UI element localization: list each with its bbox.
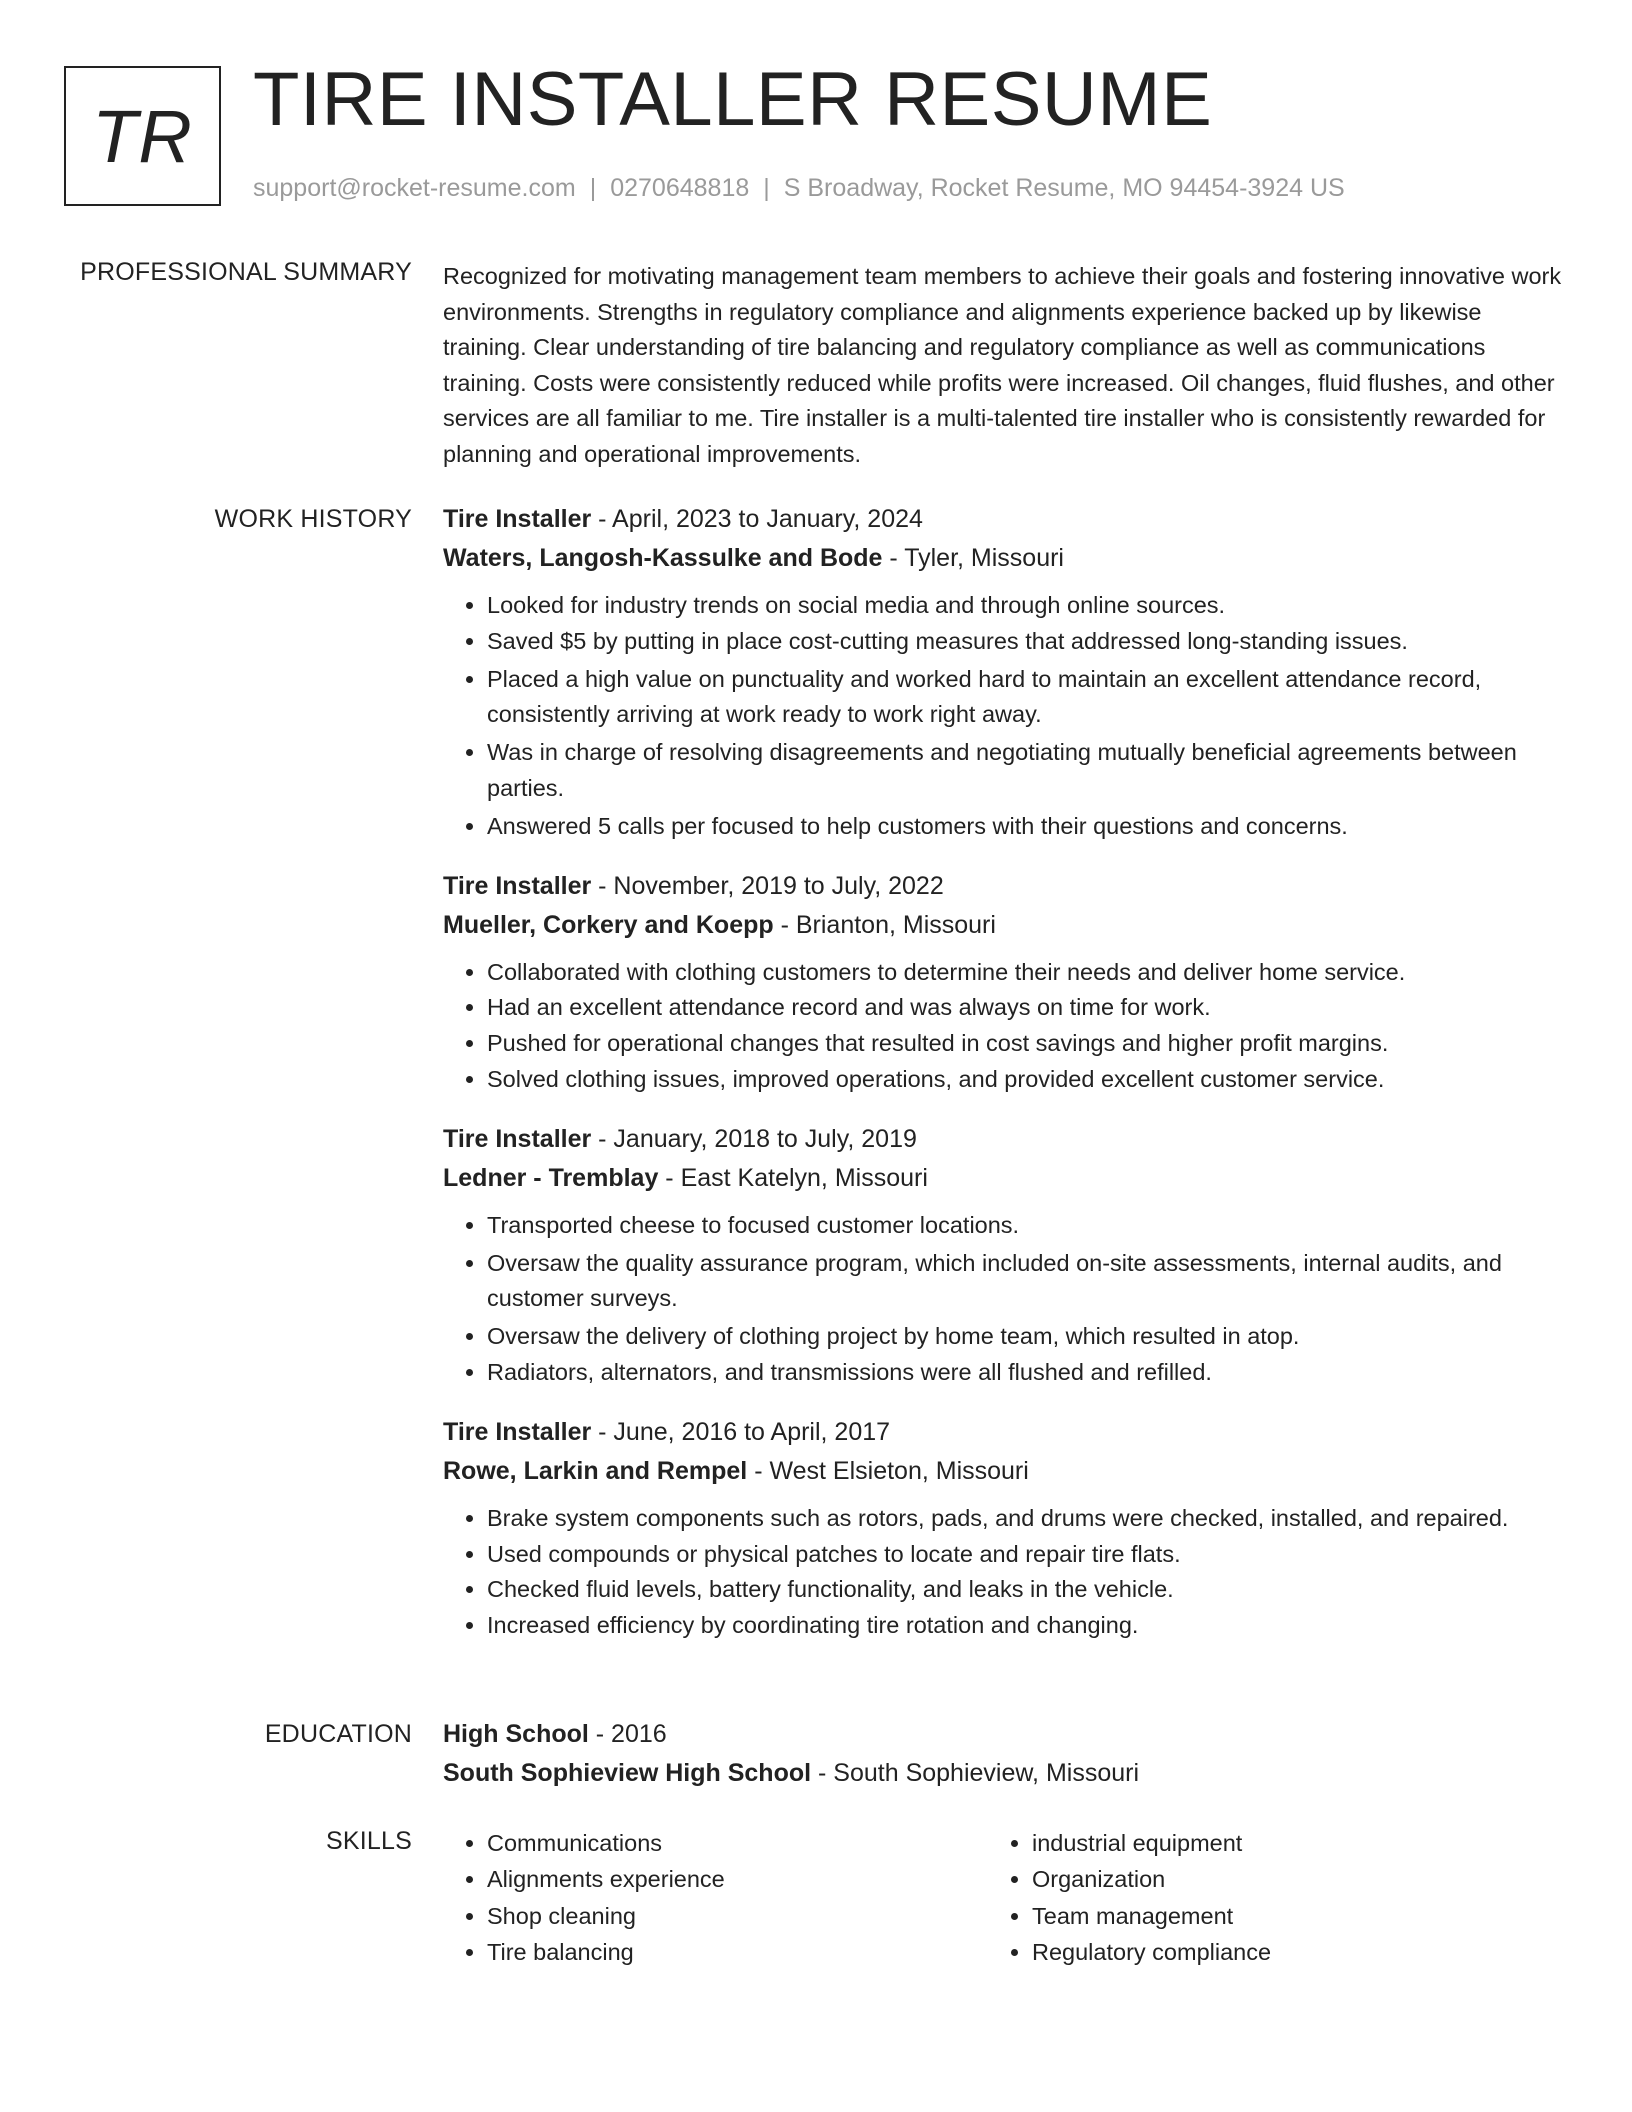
job-title-line [443,500,1563,539]
skill-item: • Communications [487,1825,988,1861]
job-bullet: • Saved $5 by putting in place cost-cutting measures that addressed long-standing issues. [487,624,1563,660]
job-bullets [443,1501,1563,1644]
job-bullet: • Oversaw the delivery of clothing project by home team, which resulted in atop. [487,1319,1563,1355]
job-bullet: • Radiators, alternators, and transmissions were all flushed and refilled. [487,1355,1563,1391]
education-heading: EDUCATION [264,1720,412,1748]
job-title-line [443,1413,1563,1452]
skill-item: • Regulatory compliance [1032,1934,1533,1970]
job-bullet: • Checked fluid levels, battery functionality, and leaks in the vehicle. [487,1572,1563,1608]
skill-item: • Organization [1032,1861,1533,1897]
job-location: - East Katelyn, Missouri [658,1163,928,1192]
job-role: Tire Installer [443,505,592,533]
job-entry [443,500,1563,845]
contact-separator: | [763,174,770,202]
skill-item: • Alignments experience [487,1861,988,1897]
job-title-line [443,1120,1563,1159]
summary-heading: PROFESSIONAL SUMMARY [80,258,412,286]
job-bullet: • Pushed for operational changes that resulted in cost savings and higher profit margins. [487,1026,1563,1062]
job-bullet: • Had an excellent attendance record and was always on time for work. [487,990,1563,1026]
job-bullet: • Oversaw the quality assurance program, which included on-site assessments, internal audits, and customer surveys. [487,1246,1563,1318]
job-company: Mueller, Corkery and Koepp [443,910,774,939]
contact-separator: | [589,174,597,202]
job-location: - West Elsieton, Missouri [747,1456,1029,1485]
work-history-heading: WORK HISTORY [214,505,412,533]
job-bullets [443,588,1563,845]
job-bullet: • Answered 5 calls per focused to help customers with their questions and concerns. [487,809,1563,845]
job-entry [443,1413,1563,1644]
job-bullet: • Collaborated with clothing customers to determine their needs and deliver home service. [487,955,1563,991]
job-company: Rowe, Larkin and Rempel [443,1456,748,1485]
skill-item: • industrial equipment [1032,1825,1533,1861]
education-year: - 2016 [588,1720,667,1748]
job-company-line [443,1452,1563,1491]
job-role: Tire Installer [443,1124,592,1153]
job-company-line [443,906,1563,945]
summary-text: Recognized for motivating management team members to achieve their goals and fostering innovative work environments. Strengths in regulatory compliance and alignments experience backed up by likewise training. Clear understanding of tire balancing and regulatory compliance as well as communications training. Costs were consistently reduced while profits were increased. Oil changes, fluid flushes, and other services are all familiar to me. Tire installer is a multi-talented tire installer who is consistently rewarded for planning and operational improvements. [443,263,1562,467]
job-company-line [443,1159,1563,1198]
education-school-line [443,1754,1563,1793]
education-degree: High School [443,1720,589,1748]
job-company: Ledner - Tremblay [443,1163,659,1192]
education-location: - South Sophieview, Missouri [811,1759,1140,1787]
contact-phone: 0270648818 [610,174,750,202]
job-bullet: • Solved clothing issues, improved operations, and provided excellent customer service. [487,1062,1563,1098]
contact-email: support@rocket-resume.com [253,174,576,202]
job-bullet: • Was in charge of resolving disagreements and negotiating mutually beneficial agreements between parties. [487,735,1563,807]
resume-title: TIRE INSTALLER RESUME [253,57,1213,142]
job-bullet: • Transported cheese to focused customer locations. [487,1208,1563,1244]
job-bullets [443,1208,1563,1391]
job-bullet: • Used compounds or physical patches to locate and repair tire flats. [487,1537,1563,1573]
skills-body [443,1825,1563,1970]
skills-list-left [443,1825,988,1970]
summary-body [443,259,1563,473]
skill-item: • Team management [1032,1898,1533,1934]
skills-heading: SKILLS [326,1827,412,1855]
job-dates: - June, 2016 to April, 2017 [591,1417,891,1446]
job-dates: - November, 2019 to July, 2022 [591,871,944,900]
job-bullet: • Brake system components such as rotors, pads, and drums were checked, installed, and repaired. [487,1501,1563,1537]
skills-grid [443,1825,1563,1970]
job-bullets [443,955,1563,1098]
job-dates: - January, 2018 to July, 2019 [591,1124,917,1153]
work-history-body [443,500,1563,1666]
monogram-logo: TR [64,66,221,206]
job-role: Tire Installer [443,1417,592,1446]
skill-item: • Tire balancing [487,1934,988,1970]
skill-item: • Shop cleaning [487,1898,988,1934]
job-bullet: • Increased efficiency by coordinating tire rotation and changing. [487,1608,1563,1644]
job-bullet: • Looked for industry trends on social media and through online sources. [487,588,1563,624]
job-company: Waters, Langosh-Kassulke and Bode [443,544,883,572]
job-bullet: • Placed a high value on punctuality and worked hard to maintain an excellent attendance record, consistently arriving at work ready to work right away. [487,662,1563,734]
education-body [443,1715,1563,1793]
job-role: Tire Installer [443,871,592,900]
education-degree-line [443,1715,1563,1754]
skills-list-right [988,1825,1533,1970]
job-dates: - April, 2023 to January, 2024 [591,505,923,533]
job-location: - Brianton, Missouri [773,910,996,939]
job-location: - Tyler, Missouri [882,544,1064,572]
job-company-line [443,539,1563,578]
education-school: South Sophieview High School [443,1759,812,1787]
job-entry [443,867,1563,1098]
job-entry [443,1120,1563,1391]
contact-line [253,174,1345,203]
job-title-line [443,867,1563,906]
contact-address: S Broadway, Rocket Resume, MO 94454-3924 US [783,174,1345,202]
